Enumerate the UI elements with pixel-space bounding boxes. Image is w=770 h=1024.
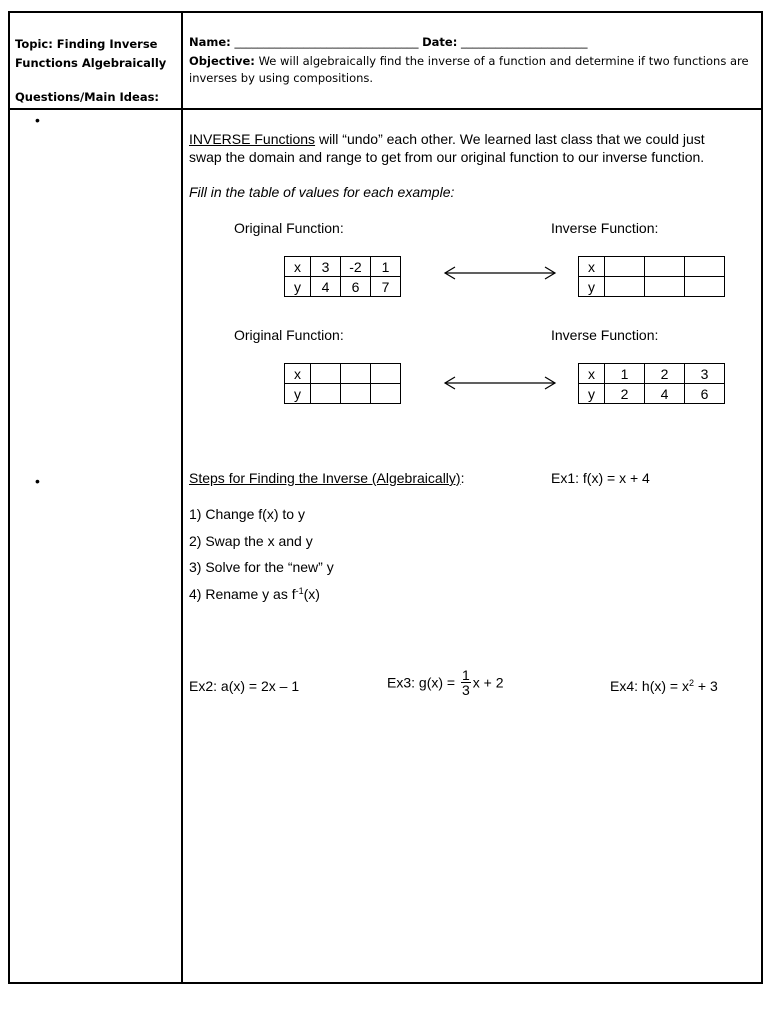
table-cell: x [579, 364, 605, 384]
table-cell: y [285, 277, 311, 297]
table-cell: 3 [685, 364, 725, 384]
intro-line-1-text: will “undo” each other. We learned last class that we could just [315, 131, 705, 147]
table-cell: -2 [341, 257, 371, 277]
step-1: 1) Change f(x) to y [189, 506, 305, 522]
table-cell: 2 [605, 384, 645, 404]
table-cell: 7 [371, 277, 401, 297]
topic-label: Topic: Finding Inverse Functions Algebraically [15, 37, 167, 70]
table-cell [645, 277, 685, 297]
step-3: 3) Solve for the “new” y [189, 559, 334, 575]
example-4-lhs: Ex4: h(x) = x [610, 678, 689, 694]
double-arrow-icon [443, 265, 557, 281]
example-4-rhs: + 3 [693, 678, 718, 694]
name-date-line [189, 35, 587, 49]
steps-heading-colon: : [460, 470, 465, 486]
fraction-one-third [461, 668, 471, 697]
table-cell: 1 [371, 257, 401, 277]
column-divider [181, 11, 183, 984]
questions-main-ideas-label: Questions/Main Ideas: [15, 90, 160, 104]
table-cell [685, 277, 725, 297]
step-4-text: 4) Rename y as f [189, 586, 296, 602]
example-2: Ex2: a(x) = 2x – 1 [189, 678, 300, 694]
original-table-2 [284, 363, 401, 404]
table-cell: 6 [341, 277, 371, 297]
example-4-exponent: 2 [688, 678, 694, 688]
table-cell [341, 364, 371, 384]
step-4-superscript: -1 [295, 586, 304, 596]
name-label: Name: [189, 35, 231, 49]
objective-text: We will algebraically find the inverse of a function and determine if two functions are inverses by using compositions. [189, 54, 749, 85]
steps-heading-text: Steps for Finding the Inverse (Algebraically) [189, 470, 461, 486]
instruction-text: Fill in the table of values for each example: [189, 184, 455, 200]
table-cell [311, 364, 341, 384]
table-cell [685, 257, 725, 277]
table-cell [605, 277, 645, 297]
table-cell: y [285, 384, 311, 404]
step-4 [189, 585, 320, 603]
table-cell [605, 257, 645, 277]
table-cell [645, 257, 685, 277]
step-4-tail: (x) [303, 586, 320, 602]
table-cell: 6 [685, 384, 725, 404]
table-cell [371, 364, 401, 384]
example-1: Ex1: f(x) = x + 4 [551, 470, 650, 486]
fraction-numerator: 1 [461, 667, 470, 683]
table-cell [341, 384, 371, 404]
date-label: Date: [422, 35, 458, 49]
table-cell [311, 384, 341, 404]
fraction-denominator: 3 [461, 682, 470, 698]
original-function-label-2: Original Function: [234, 327, 344, 343]
original-function-label-1: Original Function: [234, 220, 344, 236]
double-arrow-icon [443, 375, 557, 391]
inverse-table-1 [578, 256, 725, 297]
example-4 [610, 677, 718, 695]
table-cell: x [285, 257, 311, 277]
example-3-lhs: Ex3: g(x) = [387, 674, 456, 691]
bullet-2: • [35, 473, 40, 489]
intro-line-1 [189, 130, 705, 148]
table-cell: 4 [311, 277, 341, 297]
original-table-1 [284, 256, 401, 297]
step-2: 2) Swap the x and y [189, 533, 313, 549]
inverse-function-label-2: Inverse Function: [551, 327, 659, 343]
table-cell: 4 [645, 384, 685, 404]
objective [189, 53, 759, 87]
table-cell: 3 [311, 257, 341, 277]
bullet-1: • [35, 112, 40, 128]
table-cell: x [579, 257, 605, 277]
table-cell: y [579, 384, 605, 404]
inverse-function-label-1: Inverse Function: [551, 220, 659, 236]
intro-line-2: swap the domain and range to get from our original function to our inverse function. [189, 149, 705, 165]
inverse-table-2 [578, 363, 725, 404]
inverse-functions-term: INVERSE Functions [189, 131, 316, 147]
name-blank: ________________________________ [234, 35, 419, 49]
example-3 [387, 668, 504, 697]
date-blank: ______________________ [460, 35, 588, 49]
objective-label: Objective: [189, 54, 255, 68]
table-cell: x [285, 364, 311, 384]
table-cell: y [579, 277, 605, 297]
header-divider [8, 108, 763, 110]
table-cell: 1 [605, 364, 645, 384]
table-cell: 2 [645, 364, 685, 384]
example-3-rhs: x + 2 [472, 674, 504, 691]
table-cell [371, 384, 401, 404]
steps-heading [189, 469, 464, 487]
